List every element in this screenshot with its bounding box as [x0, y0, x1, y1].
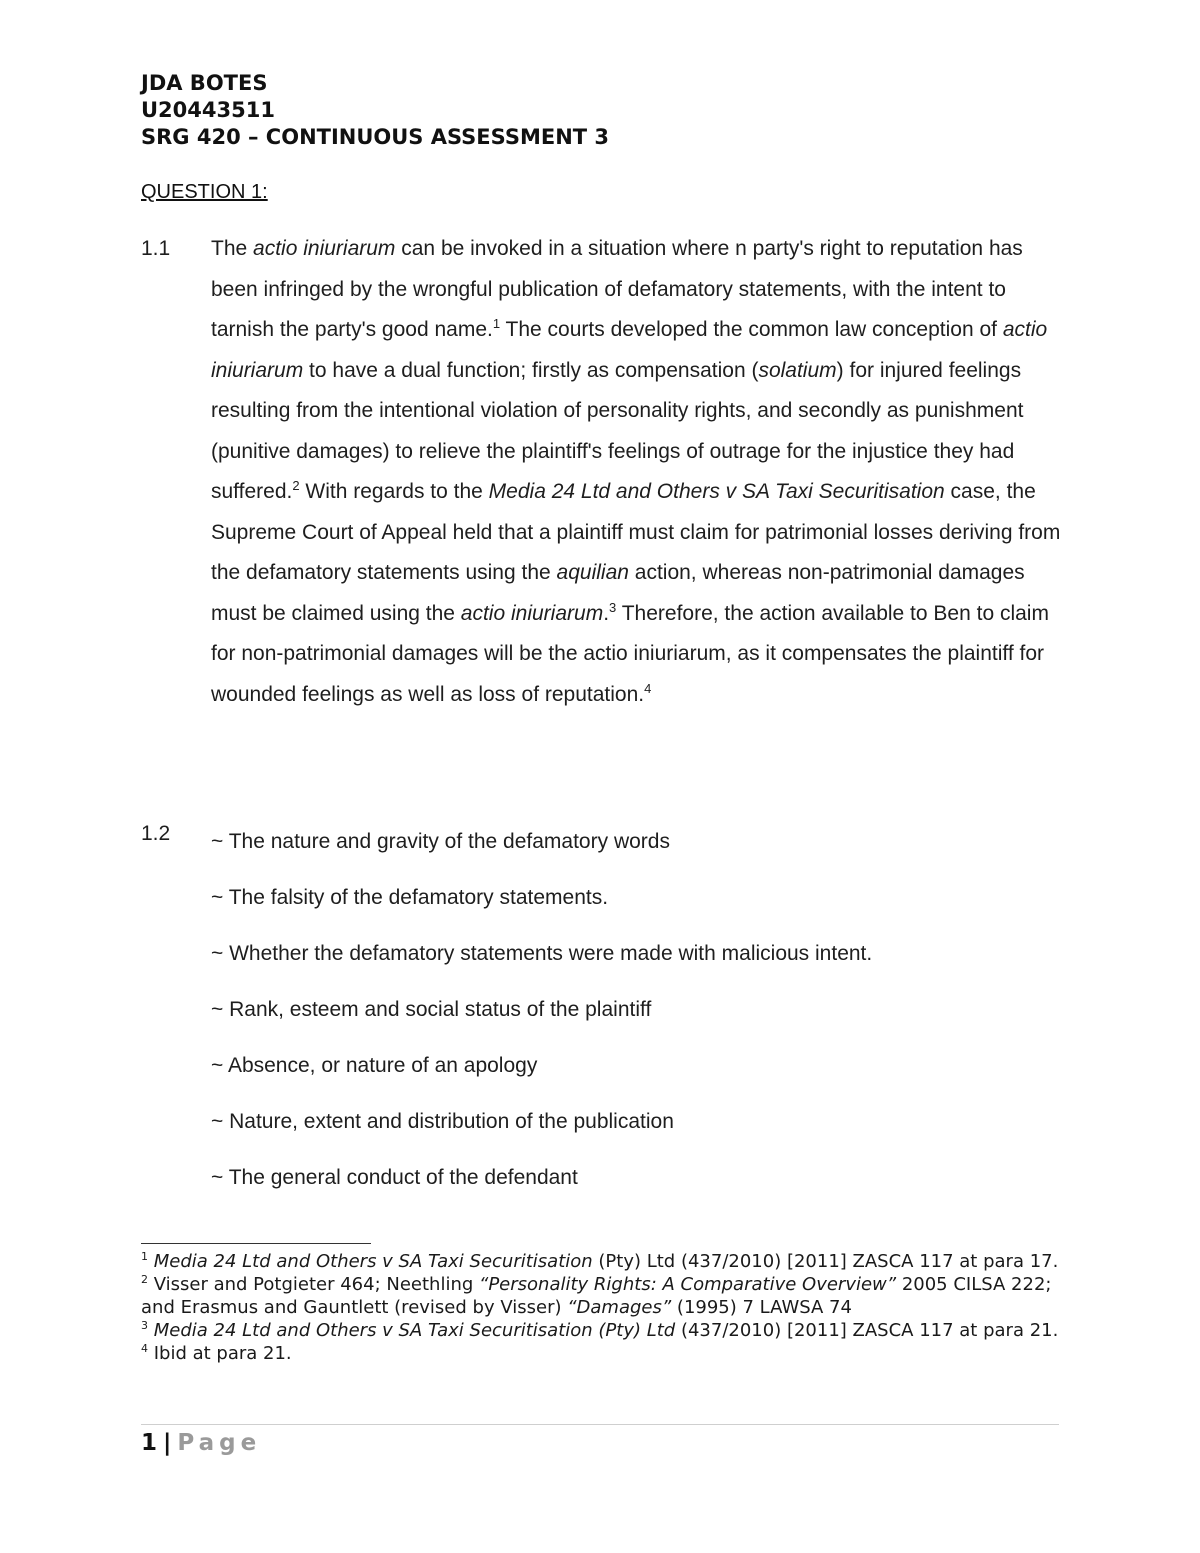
footnote-ref: 1 — [492, 316, 501, 331]
list-item: ~ The general conduct of the defendant — [211, 1166, 578, 1189]
section-number: 1.2 — [141, 822, 171, 845]
list-item: ~ Nature, extent and distribution of the publication — [211, 1110, 674, 1133]
footnote-3: $^3$ Media 24 Ltd and Others v SA Taxi Securitisation (Pty) Ltd (437/2010) [2011] ZASCA 117 at para 21. — [141, 1319, 1059, 1341]
student-number: U20443511 — [141, 98, 275, 122]
footnote-ref: 3 — [609, 599, 617, 615]
page-footer — [141, 1428, 261, 1458]
list-item: ~ Absence, or nature of an apology — [211, 1054, 538, 1077]
footer-separator: | — [163, 1430, 172, 1456]
section-number: 1.1 — [141, 237, 171, 260]
footnote-2: $^2$ Visser and Potgieter 464; Neethling “Personality Rights: A Comparative Overview” 2005 CILSA 222; and Erasmus and Gauntlett (revised by Visser) “Damages” (1995) 7 LAWSA 74 — [141, 1273, 1052, 1318]
list-item: ~ Whether the defamatory statements were made with malicious intent. — [211, 942, 873, 965]
document-header — [141, 70, 1061, 151]
footnote-4: $^4$ Ibid at para 21. — [141, 1342, 292, 1364]
footnote-1: $^1$ Media 24 Ltd and Others v SA Taxi Securitisation (Pty) Ltd (437/2010) [2011] ZASCA 117 at para 17. — [141, 1250, 1059, 1272]
factor-list — [211, 814, 1061, 1206]
page-label: Page — [177, 1430, 262, 1456]
list-item: ~ The nature and gravity of the defamatory words — [211, 830, 670, 853]
list-item: ~ The falsity of the defamatory statements. — [211, 886, 609, 909]
footnote-ref: 2 — [292, 478, 300, 493]
footnote-ref: 4 — [644, 680, 652, 696]
footnotes — [141, 1250, 1061, 1365]
footer-divider — [141, 1424, 1059, 1425]
footnote-divider — [141, 1243, 371, 1244]
list-item: ~ Rank, esteem and social status of the plaintiff — [211, 998, 652, 1021]
section-body: The actio iniuriarum can be invoked in a situation where n party's right to reputation has been infringed by the wrongful publication of defamatory statements, with the intent to tarnish the party's good name.$^1$ The courts developed the common law conception of actio iniuriarum to have a dual function; firstly as compensation (solatium) for injured feelings resulting from the intentional violation of personality rights, and secondly as punishment (punitive damages) to relieve the plaintiff's feelings of outrage for the injustice they had suffered.$^2$ With regards to the Media 24 Ltd and Others v SA Taxi Securitisation case, the Supreme Court of Appeal held that a plaintiff must claim for patrimonial losses deriving from the defamatory statements using the aquilian action, whereas non-patrimonial damages must be claimed using the actio iniuriarum.$^3$ Therefore, the action available to Ben to claim for non-patrimonial damages will be the actio iniuriarum, as it compensates the plaintiff for wounded feelings as well as loss of reputation.$^4$ — [211, 237, 1061, 706]
question-title: QUESTION 1: — [141, 181, 268, 203]
assessment-title: SRG 420 – CONTINUOUS ASSESSMENT 3 — [141, 125, 610, 149]
author-name: JDA BOTES — [141, 71, 268, 95]
page-number: 1 — [141, 1430, 158, 1456]
